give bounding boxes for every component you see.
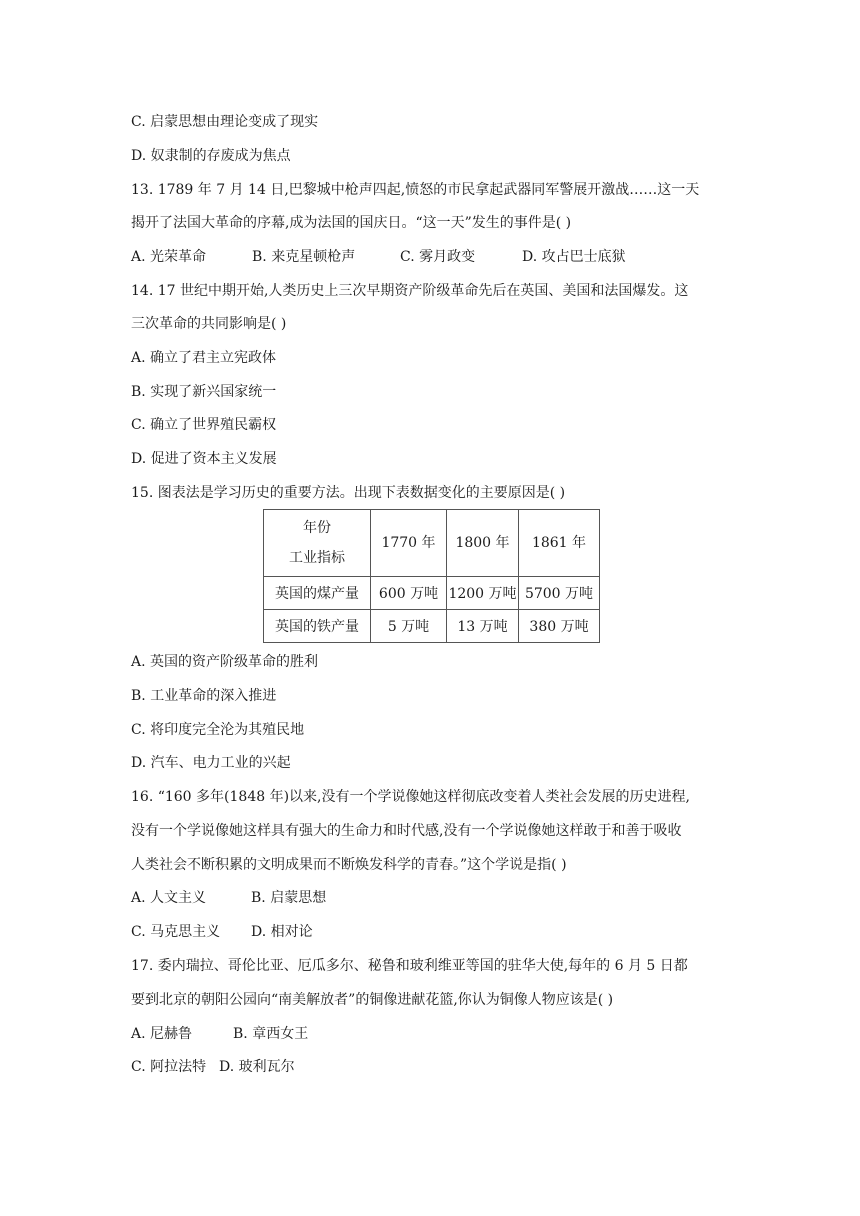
q15-option-b: B. 工业革命的深入推进 [131, 688, 277, 704]
table-cell: 13 万吨 [447, 610, 519, 643]
q15-data-table [263, 509, 600, 643]
q16-option-c: C. 马克思主义 [131, 924, 221, 940]
q15-option-a: A. 英国的资产阶级革命的胜利 [131, 654, 319, 670]
q17-option-c: C. 阿拉法特 [131, 1059, 207, 1075]
q14-stem-line2: 三次革命的共同影响是( ) [131, 316, 287, 332]
q14-option-b: B. 实现了新兴国家统一 [131, 384, 277, 400]
q16-option-d: D. 相对论 [251, 924, 313, 940]
q16-stem-line1: 16. “160 多年(1848 年)以来,没有一个学说像她这样彻底改变着人类社会发展的历史进程, [131, 789, 690, 805]
q13-stem-line2: 揭开了法国大革命的序幕,成为法国的国庆日。“这一天”发生的事件是( ) [131, 215, 572, 231]
q15-option-d: D. 汽车、电力工业的兴起 [131, 755, 291, 771]
table-row [264, 610, 600, 643]
q16-stem-line3: 人类社会不断积累的文明成果而不断焕发科学的青春。”这个学说是指( ) [131, 857, 567, 873]
q17-stem-line2: 要到北京的朝阳公园向“南美解放者”的铜像进献花篮,你认为铜像人物应该是( ) [131, 992, 614, 1008]
q14-option-a: A. 确立了君主立宪政体 [131, 350, 277, 366]
q17-options-row2 [131, 1057, 295, 1077]
q17-option-b: B. 章西女王 [233, 1026, 309, 1042]
table-row-label: 英国的煤产量 [264, 577, 371, 610]
table-row [264, 577, 600, 610]
q16-options-row2 [131, 922, 313, 942]
q17-stem-line1: 17. 委内瑞拉、哥伦比亚、厄瓜多尔、秘鲁和玻利维亚等国的驻华大使,每年的 6 月 5 日都 [131, 958, 688, 974]
q14-stem-line1: 14. 17 世纪中期开始,人类历史上三次早期资产阶级革命先后在英国、美国和法国爆发。这 [131, 283, 689, 299]
q12-option-c: C. 启蒙思想由理论变成了现实 [131, 114, 319, 130]
table-cell: 600 万吨 [371, 577, 447, 610]
q13-option-b: B. 来克星顿枪声 [252, 249, 356, 265]
q14-option-c: C. 确立了世界殖民霸权 [131, 417, 277, 433]
table-cell: 5 万吨 [371, 610, 447, 643]
q14-option-d: D. 促进了资本主义发展 [131, 451, 277, 467]
table-year-3: 1861 年 [519, 510, 600, 577]
table-header-year: 年份 [303, 520, 331, 536]
q15-stem: 15. 图表法是学习历史的重要方法。出现下表数据变化的主要原因是( ) [131, 485, 566, 501]
table-header-indicator: 工业指标 [289, 550, 345, 566]
q13-option-c: C. 雾月政变 [400, 249, 476, 265]
q15-option-c: C. 将印度完全沦为其殖民地 [131, 722, 305, 738]
table-cell: 1200 万吨 [447, 577, 519, 610]
q13-option-a: A. 光荣革命 [131, 249, 207, 265]
q17-options-row1 [131, 1024, 308, 1044]
q16-options-row1 [131, 888, 326, 908]
table-cell: 5700 万吨 [519, 577, 600, 610]
table-cell: 380 万吨 [519, 610, 600, 643]
q12-option-d: D. 奴隶制的存废成为焦点 [131, 148, 291, 164]
q13-option-d: D. 攻占巴士底狱 [522, 249, 626, 265]
table-header-corner [264, 510, 371, 577]
q13-options [131, 247, 626, 267]
table-year-2: 1800 年 [447, 510, 519, 577]
table-year-1: 1770 年 [371, 510, 447, 577]
table-row-label: 英国的铁产量 [264, 610, 371, 643]
q13-stem-line1: 13. 1789 年 7 月 14 日,巴黎城中枪声四起,愤怒的市民拿起武器同军警展开激战……这一天 [131, 182, 700, 198]
q16-option-b: B. 启蒙思想 [251, 890, 327, 906]
q16-stem-line2: 没有一个学说像她这样具有强大的生命力和时代感,没有一个学说像她这样敢于和善于吸收 [131, 823, 682, 839]
q17-option-a: A. 尼赫鲁 [131, 1026, 193, 1042]
q17-option-d: D. 玻利瓦尔 [219, 1059, 295, 1075]
q16-option-a: A. 人文主义 [131, 890, 207, 906]
table-header-row [264, 510, 600, 577]
